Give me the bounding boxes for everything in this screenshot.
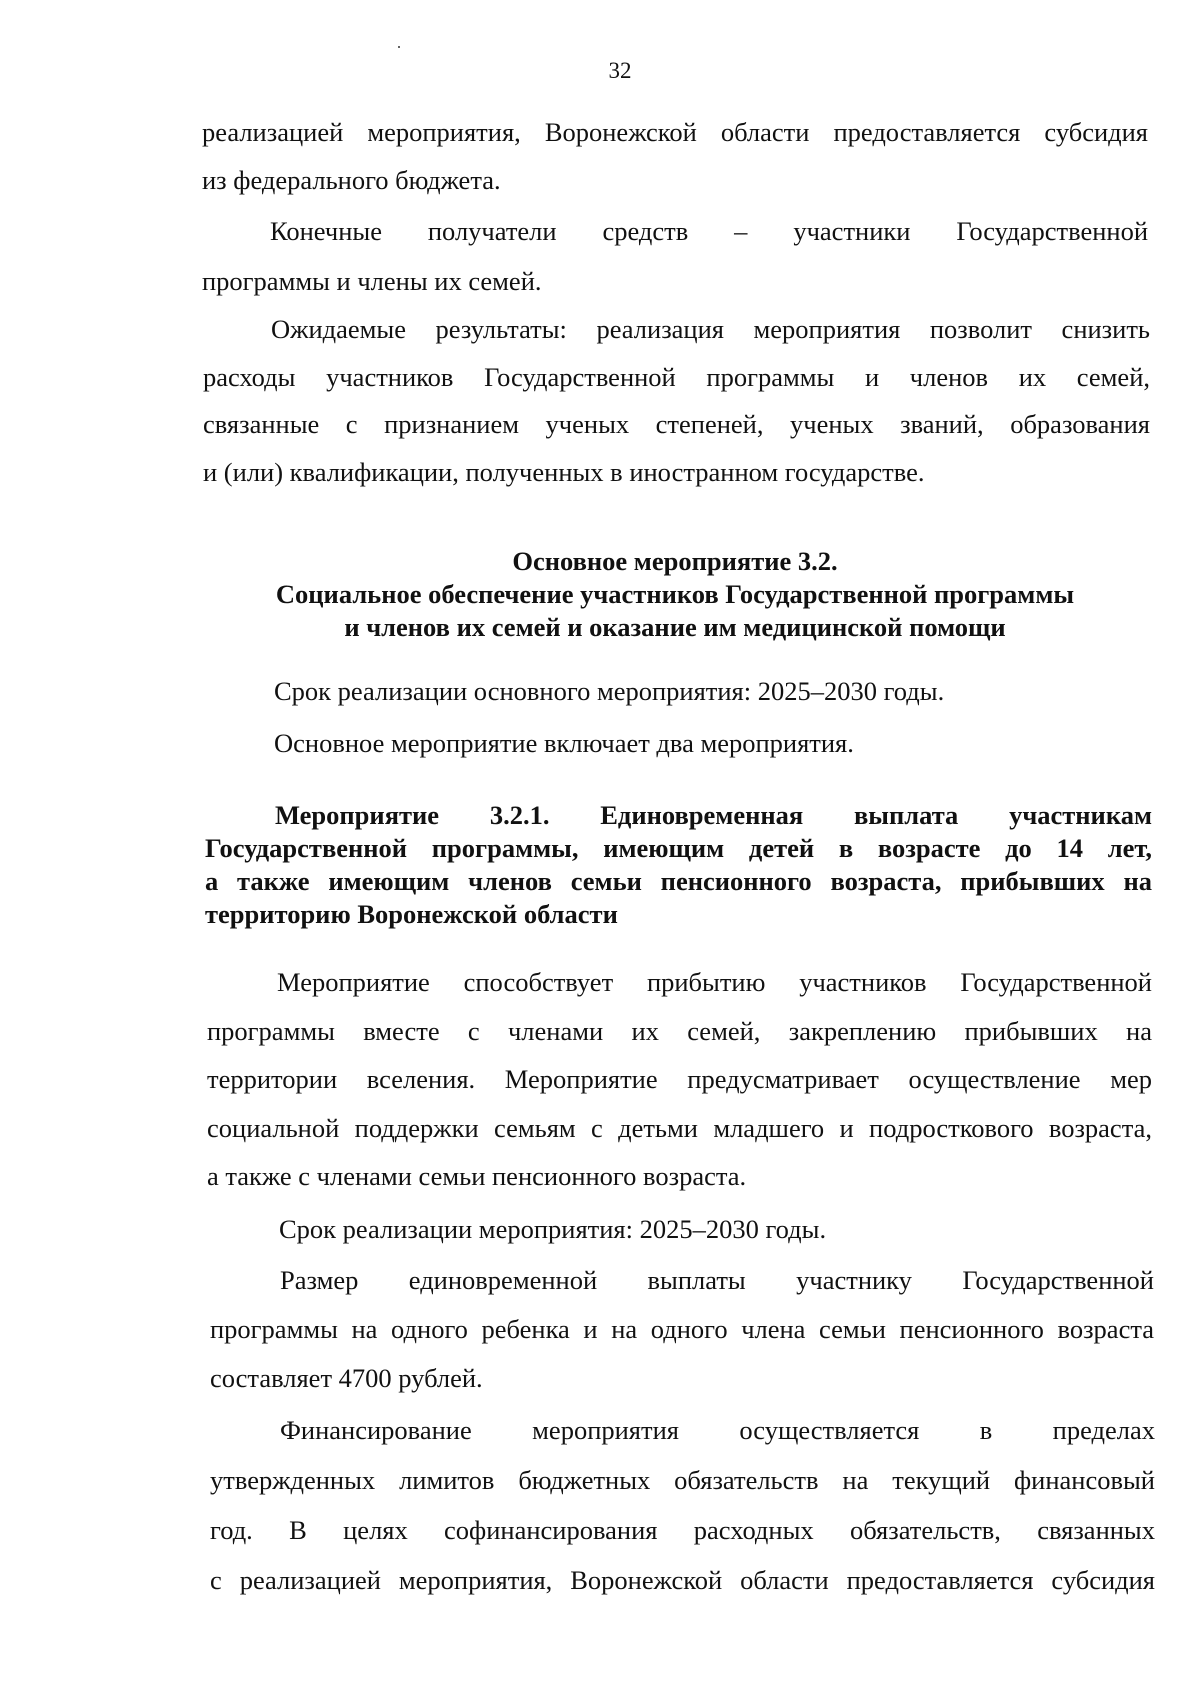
paragraph-line: Ожидаемые результаты: реализация мероприятия позволит снизить xyxy=(271,314,1150,344)
paragraph-line: с реализацией мероприятия, Воронежской области предоставляется субсидия xyxy=(210,1565,1155,1595)
paragraph-7 xyxy=(279,1212,1159,1246)
paragraph-line: программы на одного ребенка и на одного члена семьи пенсионного возраста xyxy=(210,1314,1154,1344)
heading-line: Социальное обеспечение участников Государственной программы xyxy=(275,579,1075,609)
paragraph-line: год. В целях софинансирования расходных обязательств, связанных xyxy=(210,1515,1155,1545)
paragraph-line: программы и члены их семей. xyxy=(202,266,542,296)
paragraph-line: Размер единовременной выплаты участнику Государственной xyxy=(280,1265,1154,1295)
heading-line: и членов их семей и оказание им медицинской помощи xyxy=(344,612,1006,642)
paragraph-text: Основное мероприятие включает два мероприятия. xyxy=(274,728,854,758)
measure-heading-line: территорию Воронежской области xyxy=(205,899,618,929)
paragraph-line: Конечные получатели средств – участники Государственной xyxy=(270,216,1148,246)
paragraph-line: территории вселения. Мероприятие предусматривает осуществление мер xyxy=(207,1064,1152,1094)
paragraph-text: Срок реализации основного мероприятия: 2025–2030 годы. xyxy=(274,676,945,706)
measure-heading-line: Государственной программы, имеющим детей в возрасте до 14 лет, xyxy=(205,833,1152,863)
measure-heading-line: а также имеющим членов семьи пенсионного возраста, прибывших на xyxy=(205,866,1152,896)
paragraph-text: Срок реализации мероприятия: 2025–2030 годы. xyxy=(279,1214,827,1244)
paragraph-line: а также с членами семьи пенсионного возраста. xyxy=(207,1161,747,1191)
paragraph-2 xyxy=(202,206,1148,306)
scan-speck xyxy=(398,46,400,48)
paragraph-3 xyxy=(203,306,1150,496)
paragraph-line: программы вместе с членами их семей, закреплению прибывших на xyxy=(207,1015,1152,1046)
paragraph-line: из федерального бюджета. xyxy=(202,165,501,195)
paragraph-line: связанные с признанием ученых степеней, ученых званий, образования xyxy=(203,409,1150,439)
paragraph-line: реализацией мероприятия, Воронежской области предоставляется субсидия xyxy=(202,117,1148,147)
heading-line: Основное мероприятие 3.2. xyxy=(512,546,838,576)
section-heading xyxy=(200,545,1150,644)
paragraph-6 xyxy=(207,958,1152,1201)
measure-heading xyxy=(205,799,1152,931)
paragraph-line: утвержденных лимитов бюджетных обязательств на текущий финансовый xyxy=(210,1465,1155,1495)
paragraph-line: Мероприятие способствует прибытию участников Государственной xyxy=(277,967,1152,997)
measure-heading-line: Мероприятие 3.2.1. Единовременная выплата участникам xyxy=(275,800,1152,830)
paragraph-5 xyxy=(274,726,1154,760)
paragraph-1 xyxy=(202,108,1148,204)
paragraph-9 xyxy=(210,1405,1155,1605)
paragraph-4 xyxy=(274,674,1154,708)
paragraph-8 xyxy=(210,1256,1154,1403)
paragraph-line: социальной поддержки семьям с детьми младшего и подросткового возраста, xyxy=(207,1112,1152,1143)
paragraph-line: Финансирование мероприятия осуществляется в пределах xyxy=(280,1415,1155,1445)
paragraph-line: и (или) квалификации, полученных в иностранном государстве. xyxy=(203,456,925,487)
paragraph-line: составляет 4700 рублей. xyxy=(210,1363,483,1393)
page-number: 32 xyxy=(608,58,632,83)
paragraph-line: расходы участников Государственной программы и членов их семей, xyxy=(203,361,1150,392)
